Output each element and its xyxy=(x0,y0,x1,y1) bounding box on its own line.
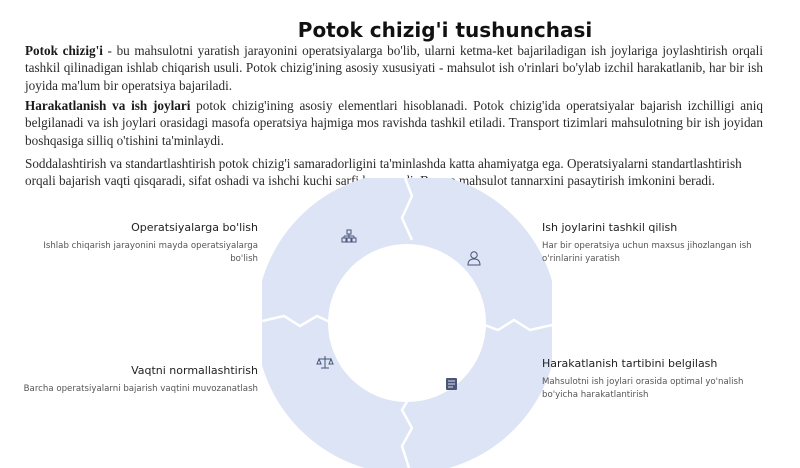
paragraph-definition xyxy=(25,42,763,94)
segment-desc-movement: Mahsulotni ish joylari orasida optimal yo'nalish bo'yicha harakatlantirish xyxy=(542,377,744,400)
paragraph-definition-bold: Potok chizig'i xyxy=(25,43,103,58)
segment-desc-operations: Ishlab chiqarish jarayonini mayda operatsiyalarga bo'lish xyxy=(43,241,258,264)
paragraph-elements-bold: Harakatlanish va ish joylari xyxy=(25,98,191,113)
paragraph-standardization: Soddalashtirish va standartlashtirish potok chizig'i samaradorligini ta'minlashda katta ahamiyatga ega. Operatsiyalarni standartlashtirish orqali bajarish vaqti qisqaradi, sifat oshadi va ishchi kuchi sarfi kamayadi. Bu esa mahsulot tannarxini pasaytirish imkonini beradi. xyxy=(25,156,742,189)
segment-desc-time: Barcha operatsiyalarni bajarish vaqtini muvozanatlash xyxy=(23,384,258,394)
segment-title-workplaces: Ish joylarini tashkil qilish xyxy=(542,221,678,234)
segment-title-operations: Operatsiyalarga bo'lish xyxy=(131,221,258,234)
process-ring-diagram xyxy=(262,178,552,468)
segment-title-movement: Harakatlanish tartibini belgilash xyxy=(542,357,718,370)
ring-segments xyxy=(262,178,552,468)
segment-title-time: Vaqtni normallashtirish xyxy=(131,364,258,377)
list-icon xyxy=(446,378,457,390)
paragraph-elements-text: potok chizig'ining asosiy elementlari hisoblanadi. Potok chizig'ida operatsiyalar bajarish izchilligi aniq belgilanadi va ish joylari orasidagi masofa operatsiya hajmiga mos ravishda tashkil etiladi. Transport tizimlari mahsulotning bir ish joyidan boshqasiga silliq o'tishini ta'minlaydi. xyxy=(25,98,763,148)
page-title: Potok chizig'i tushunchasi xyxy=(297,18,593,42)
paragraph-elements xyxy=(25,97,763,149)
paragraph-definition-text: - bu mahsulotni yaratish jarayonini operatsiyalarga bo'lib, ularni ketma-ket bajariladigan ish joylariga joylashtirish orqali tashkil qilinadigan ishlab chiqarish usuli. Potok chizig'ining asosiy xususiyati - mahsulot ish o'rinlari bo'ylab izchil harakatlanib, har bir ish joyida ma'lum bir operatsiya bajariladi. xyxy=(25,43,763,93)
segment-desc-workplaces: Har bir operatsiya uchun maxsus jihozlangan ish o'rinlarini yaratish xyxy=(542,241,752,264)
